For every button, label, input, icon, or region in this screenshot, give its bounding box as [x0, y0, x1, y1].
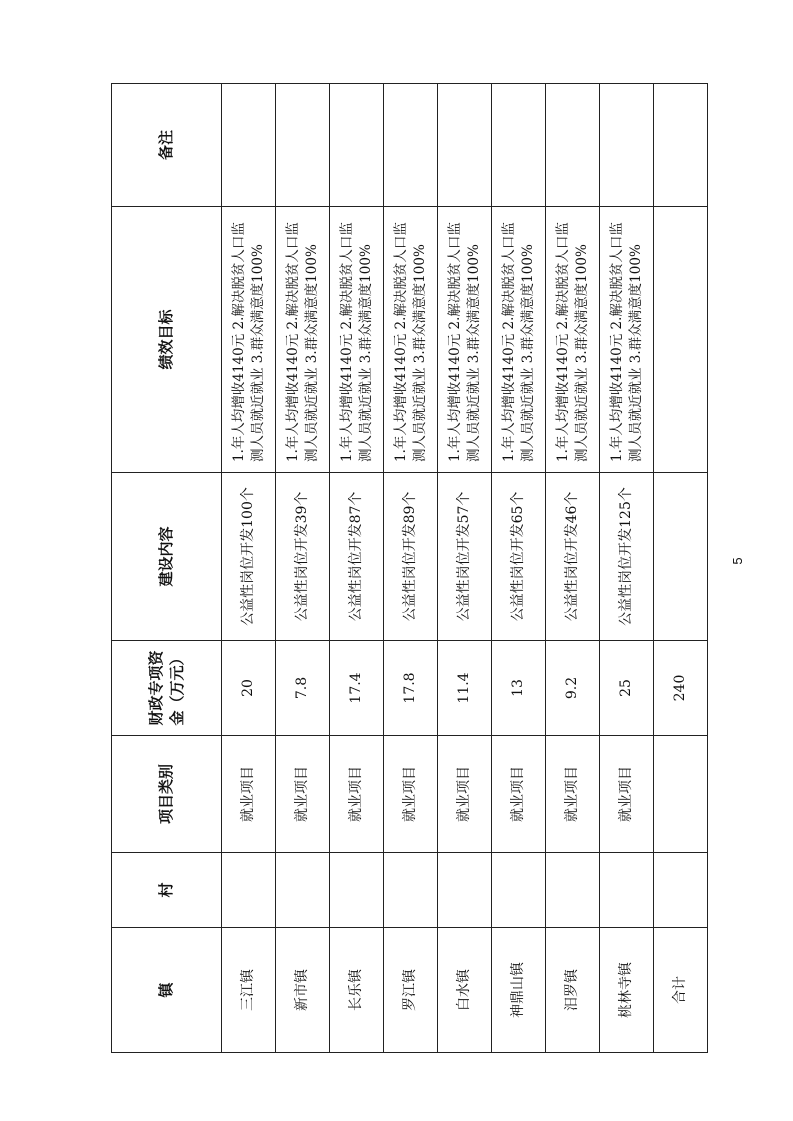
- total-empty-village: [654, 853, 708, 928]
- total-empty-content: [654, 473, 708, 641]
- header-remarks: 备注: [112, 84, 222, 207]
- total-empty-goal: [654, 207, 708, 473]
- cell-village: [546, 853, 600, 928]
- cell-funds: 25: [600, 641, 654, 736]
- total-funds: 240: [654, 641, 708, 736]
- cell-category: 就业项目: [600, 736, 654, 853]
- header-funds: 财政专项资金（万元）: [112, 641, 222, 736]
- cell-goal: 1.年人均增收4140元 2.解决脱贫人口监测人员就近就业 3.群众满意度100%: [546, 207, 600, 473]
- cell-town: 神鼎山镇: [492, 928, 546, 1053]
- cell-category: 就业项目: [384, 736, 438, 853]
- header-row: [112, 84, 222, 1053]
- cell-remarks: [438, 84, 492, 207]
- cell-village: [438, 853, 492, 928]
- header-town: 镇: [112, 928, 222, 1053]
- cell-category: 就业项目: [438, 736, 492, 853]
- cell-funds: 9.2: [546, 641, 600, 736]
- cell-town: 桃林寺镇: [600, 928, 654, 1053]
- cell-town: 长乐镇: [330, 928, 384, 1053]
- cell-goal: 1.年人均增收4140元 2.解决脱贫人口监测人员就近就业 3.群众满意度100%: [600, 207, 654, 473]
- table-row: [438, 84, 492, 1053]
- total-label: 合计: [654, 928, 708, 1053]
- total-empty-remarks: [654, 84, 708, 207]
- cell-village: [276, 853, 330, 928]
- cell-content: 公益性岗位开发57个: [438, 473, 492, 641]
- table-row: [546, 84, 600, 1053]
- cell-remarks: [222, 84, 276, 207]
- cell-category: 就业项目: [546, 736, 600, 853]
- table-row: [600, 84, 654, 1053]
- cell-content: 公益性岗位开发89个: [384, 473, 438, 641]
- header-goal: 绩效目标: [112, 207, 222, 473]
- cell-village: [600, 853, 654, 928]
- project-table: [111, 83, 708, 1053]
- cell-content: 公益性岗位开发65个: [492, 473, 546, 641]
- cell-town: 白水镇: [438, 928, 492, 1053]
- cell-category: 就业项目: [492, 736, 546, 853]
- cell-remarks: [600, 84, 654, 207]
- cell-remarks: [492, 84, 546, 207]
- cell-town: 三江镇: [222, 928, 276, 1053]
- cell-funds: 11.4: [438, 641, 492, 736]
- cell-village: [222, 853, 276, 928]
- cell-category: 就业项目: [330, 736, 384, 853]
- cell-goal: 1.年人均增收4140元 2.解决脱贫人口监测人员就近就业 3.群众满意度100%: [222, 207, 276, 473]
- table-row: [276, 84, 330, 1053]
- cell-remarks: [276, 84, 330, 207]
- cell-category: 就业项目: [222, 736, 276, 853]
- table-row: [330, 84, 384, 1053]
- table-row: [384, 84, 438, 1053]
- cell-village: [492, 853, 546, 928]
- cell-town: 新市镇: [276, 928, 330, 1053]
- header-category: 项目类别: [112, 736, 222, 853]
- cell-content: 公益性岗位开发39个: [276, 473, 330, 641]
- cell-content: 公益性岗位开发100个: [222, 473, 276, 641]
- cell-goal: 1.年人均增收4140元 2.解决脱贫人口监测人员就近就业 3.群众满意度100%: [438, 207, 492, 473]
- cell-funds: 20: [222, 641, 276, 736]
- header-content: 建设内容: [112, 473, 222, 641]
- cell-content: 公益性岗位开发87个: [330, 473, 384, 641]
- cell-content: 公益性岗位开发125个: [600, 473, 654, 641]
- cell-goal: 1.年人均增收4140元 2.解决脱贫人口监测人员就近就业 3.群众满意度100%: [384, 207, 438, 473]
- page-number: 5: [730, 557, 745, 565]
- cell-category: 就业项目: [276, 736, 330, 853]
- cell-remarks: [330, 84, 384, 207]
- cell-goal: 1.年人均增收4140元 2.解决脱贫人口监测人员就近就业 3.群众满意度100%: [330, 207, 384, 473]
- header-village: 村: [112, 853, 222, 928]
- cell-remarks: [384, 84, 438, 207]
- cell-funds: 17.8: [384, 641, 438, 736]
- cell-town: 汨罗镇: [546, 928, 600, 1053]
- cell-town: 罗江镇: [384, 928, 438, 1053]
- table-row: [222, 84, 276, 1053]
- cell-funds: 13: [492, 641, 546, 736]
- cell-goal: 1.年人均增收4140元 2.解决脱贫人口监测人员就近就业 3.群众满意度100%: [492, 207, 546, 473]
- cell-funds: 7.8: [276, 641, 330, 736]
- total-empty-category: [654, 736, 708, 853]
- cell-remarks: [546, 84, 600, 207]
- cell-content: 公益性岗位开发46个: [546, 473, 600, 641]
- cell-funds: 17.4: [330, 641, 384, 736]
- cell-village: [330, 853, 384, 928]
- table-row: [492, 84, 546, 1053]
- total-row: [654, 84, 708, 1053]
- project-table-container: [111, 84, 689, 1053]
- cell-goal: 1.年人均增收4140元 2.解决脱贫人口监测人员就近就业 3.群众满意度100%: [276, 207, 330, 473]
- cell-village: [384, 853, 438, 928]
